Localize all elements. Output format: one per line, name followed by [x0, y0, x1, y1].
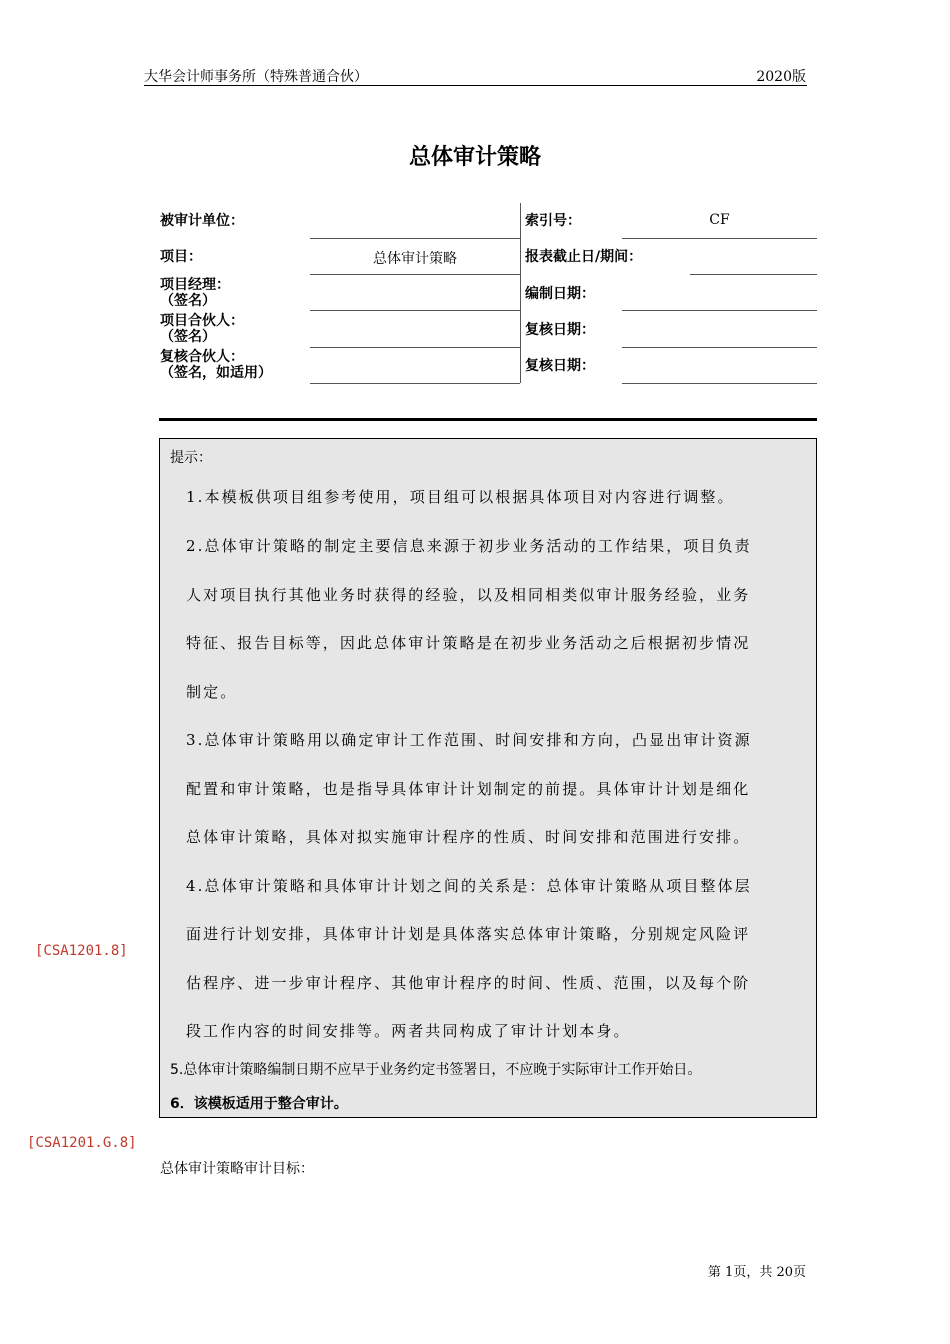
review-date-label: 复核日期： — [525, 322, 595, 338]
index-field[interactable] — [622, 238, 817, 239]
reviewer-label: 复核合伙人： — [160, 349, 244, 365]
tips-heading: 提示： — [170, 450, 212, 466]
tips-box — [159, 438, 817, 1118]
prepared-date-label: 编制日期： — [525, 286, 595, 302]
tip-6: 6．该模板适用于整合审计。 — [170, 1096, 348, 1112]
tip-2-line-2: 人对项目执行其他业务时获得的经验，以及相同相类似审计服务经验，业务 — [186, 586, 751, 604]
header-divider — [144, 85, 807, 86]
tip-2-line-4: 制定。 — [186, 683, 238, 701]
tip-4-line-2: 面进行计划安排，具体审计计划是具体落实总体审计策略，分别规定风险评 — [186, 925, 751, 943]
partner-label: 项目合伙人： — [160, 313, 244, 329]
tip-5: 5.总体审计策略编制日期不应早于业务约定书签署日，不应晚于实际审计工作开始日。 — [170, 1062, 702, 1078]
index-value: CF — [709, 212, 730, 228]
tip-1: 1.本模板供项目组参考使用，项目组可以根据具体项目对内容进行调整。 — [186, 488, 735, 506]
version-label: 2020版 — [756, 69, 806, 85]
partner-sign-field[interactable] — [310, 347, 520, 348]
review-date-field[interactable] — [622, 347, 817, 348]
reference-tag[interactable]: [CSA1201.G.8] — [27, 1135, 137, 1151]
project-field[interactable] — [310, 274, 520, 275]
audited-entity-field[interactable] — [310, 238, 520, 239]
tip-3-line-3: 总体审计策略，具体对拟实施审计程序的性质、时间安排和范围进行安排。 — [186, 828, 751, 846]
prepared-date-field[interactable] — [622, 310, 817, 311]
review-date-field-2[interactable] — [622, 383, 817, 384]
period-label: 报表截止日/期间： — [525, 249, 643, 265]
section-divider — [159, 418, 817, 421]
audit-goal-label: 总体审计策略审计目标： — [160, 1161, 314, 1177]
manager-sign-note: （签名） — [160, 293, 216, 309]
project-value: 总体审计策略 — [373, 251, 457, 267]
tip-4-line-3: 估程序、进一步审计程序、其他审计程序的时间、性质、范围，以及每个阶 — [186, 974, 751, 992]
manager-sign-field[interactable] — [310, 310, 520, 311]
firm-name: 大华会计师事务所（特殊普通合伙） — [144, 69, 368, 85]
index-label: 索引号： — [525, 213, 581, 229]
tip-4-line-4: 段工作内容的时间安排等。两者共同构成了审计计划本身。 — [186, 1022, 631, 1040]
form-divider — [520, 203, 521, 383]
reviewer-sign-field[interactable] — [310, 383, 520, 384]
review-date-label-2: 复核日期： — [525, 358, 595, 374]
period-field[interactable] — [690, 274, 817, 275]
audited-entity-label: 被审计单位： — [160, 213, 244, 229]
project-label: 项目： — [160, 249, 202, 265]
page-number: 第 1页，共 20页 — [707, 1265, 806, 1280]
page-title: 总体审计策略 — [408, 145, 541, 170]
tip-2-line-1: 2.总体审计策略的制定主要信息来源于初步业务活动的工作结果，项目负责 — [186, 537, 752, 555]
reference-tag[interactable]: [CSA1201.8] — [35, 943, 128, 959]
partner-sign-note: （签名） — [160, 329, 216, 345]
reviewer-sign-note: （签名，如适用） — [160, 365, 272, 381]
tip-4-line-1: 4.总体审计策略和具体审计计划之间的关系是：总体审计策略从项目整体层 — [186, 877, 752, 895]
tip-3-line-1: 3.总体审计策略用以确定审计工作范围、时间安排和方向，凸显出审计资源 — [186, 731, 752, 749]
manager-label: 项目经理： — [160, 277, 230, 293]
tip-3-line-2: 配置和审计策略，也是指导具体审计计划制定的前提。具体审计计划是细化 — [186, 780, 751, 798]
tip-2-line-3: 特征、报告目标等，因此总体审计策略是在初步业务活动之后根据初步情况 — [186, 634, 751, 652]
